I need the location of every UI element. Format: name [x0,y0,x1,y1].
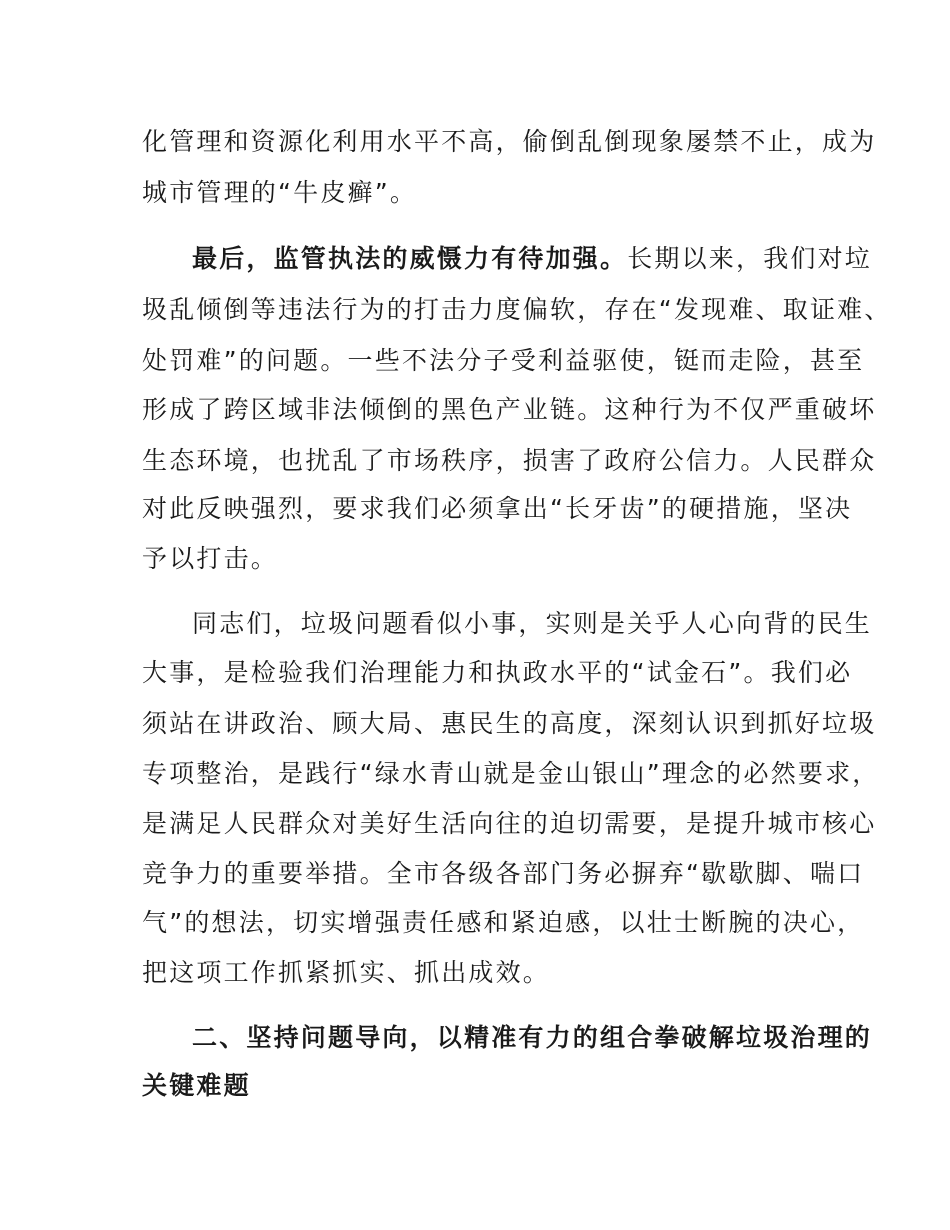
paragraph-2-line-7: 予以打击。 [142,544,279,573]
paragraph-3-line-5: 是满足人民群众对美好生活向往的迫切需要，是提升城市核心 [142,809,877,838]
paragraph-2-line-2: 圾乱倾倒等违法行为的打击力度偏软，存在“发现难、取证难、 [142,295,892,324]
paragraph-3-line-7: 气”的想法，切实增强责任感和紧迫感，以壮士断腕的决心， [142,908,865,937]
paragraph-2-line-6: 对此反映强烈，要求我们必须拿出“长牙齿”的硬措施，坚决 [142,494,853,523]
paragraph-2-line-3: 处罚难”的问题。一些不法分子受利益驱使，铤而走险，甚至 [142,346,865,375]
section-heading-line-2: 关键难题 [142,1071,251,1100]
section-heading-line-1: 二、坚持问题导向，以精准有力的组合拳破解垃圾治理的 [192,1023,873,1052]
paragraph-2-line-5: 生态环境，也扰乱了市场秩序，损害了政府公信力。人民群众 [142,446,877,475]
paragraph-2-heading: 最后，监管执法的威慑力有待加强。 [192,244,628,273]
paragraph-3-line-1: 同志们，垃圾问题看似小事，实则是关乎人心向背的民生 [192,609,873,638]
paragraph-3-line-2: 大事，是检验我们治理能力和执政水平的“试金石”。我们必 [142,658,853,687]
paragraph-1-line-2: 城市管理的“牛皮癣”。 [142,178,418,207]
paragraph-3-line-4: 专项整治，是践行“绿水青山就是金山银山”理念的必然要求， [142,759,880,788]
paragraph-2-line-1 [192,242,872,276]
paragraph-3-line-3: 须站在讲政治、顾大局、惠民生的高度，深刻认识到抓好垃圾 [142,709,877,738]
paragraph-2-line-1-text: 长期以来，我们对垃 [627,244,873,273]
paragraph-1-line-1: 化管理和资源化利用水平不高，偷倒乱倒现象屡禁不止，成为 [142,127,877,156]
paragraph-2-line-4: 形成了跨区域非法倾倒的黑色产业链。这种行为不仅严重破坏 [142,395,877,424]
paragraph-3-line-6: 竞争力的重要举措。全市各级各部门务必摒弃“歇歇脚、喘口 [142,859,865,888]
paragraph-3-line-8: 把这项工作抓紧抓实、抓出成效。 [142,958,551,987]
